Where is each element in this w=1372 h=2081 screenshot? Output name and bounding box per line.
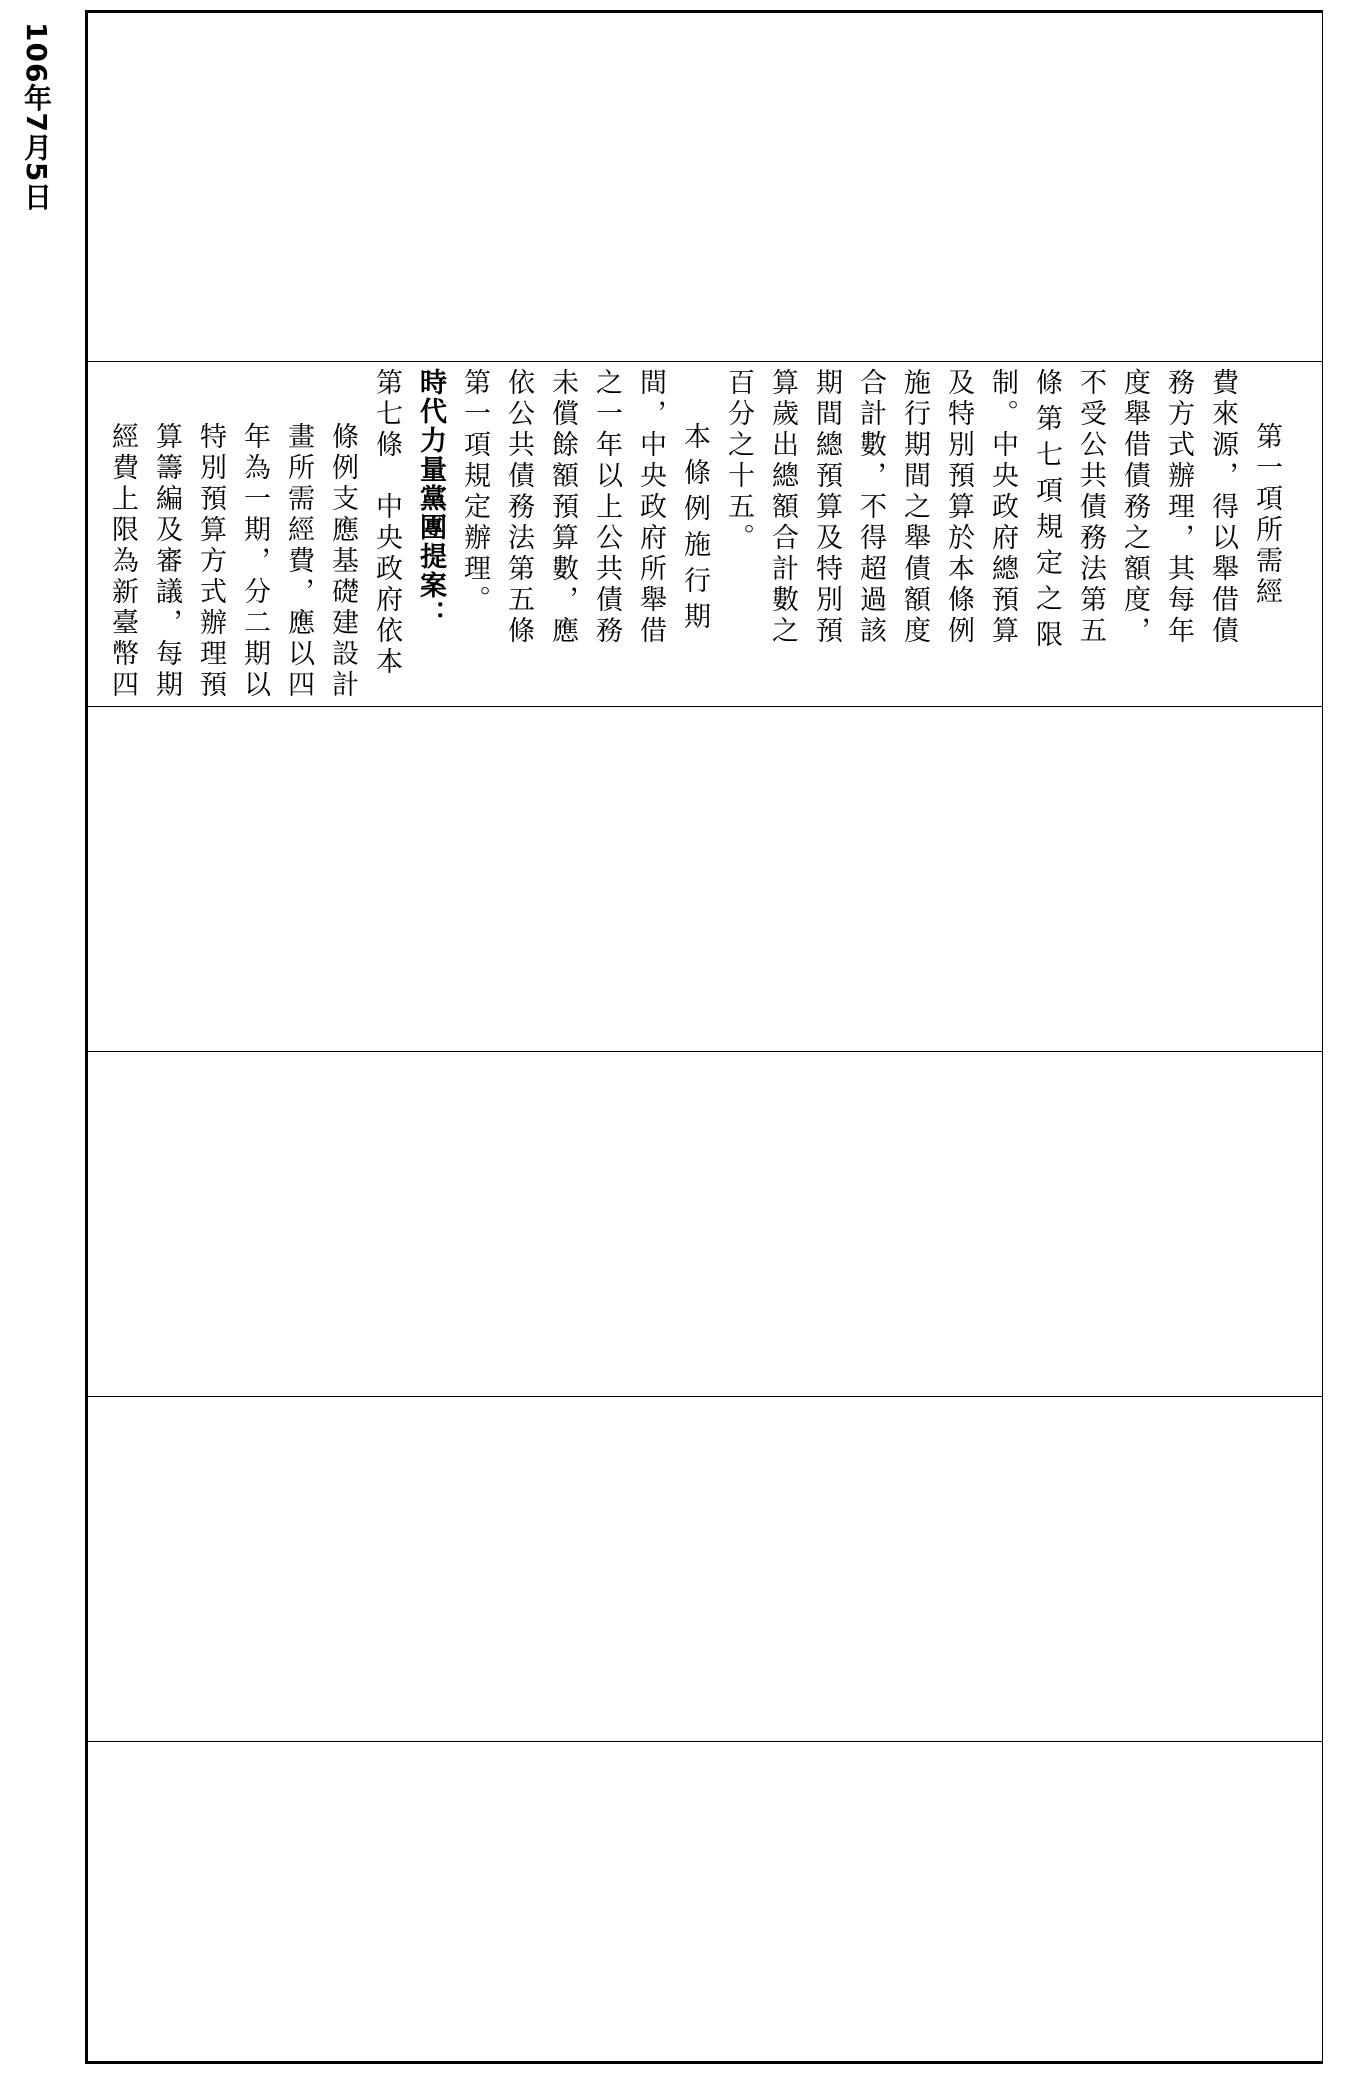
text-line: 及特別預算於本條例 <box>943 368 974 647</box>
text-line: 施行期間之舉債額度 <box>899 368 930 647</box>
text-line: 算歲出總額合計數之 <box>767 368 798 647</box>
text-line: 年為一期，分二期以 <box>239 422 270 701</box>
text-line: 不受公共債務法第五 <box>1075 368 1106 647</box>
text-line: 依公共債務法第五條 <box>503 368 534 647</box>
text-line: 間，中央政府所舉借 <box>635 368 666 647</box>
text-line: 之一年以上公共債務 <box>591 368 622 647</box>
text-line: 第七條 中央政府依本 <box>371 368 402 678</box>
table-row <box>88 1396 1322 1741</box>
proposal-heading: 時代力量黨團提案： <box>415 368 446 629</box>
paragraph-funding-source <box>716 368 1288 698</box>
table-row <box>88 13 1322 361</box>
table-row <box>88 1051 1322 1396</box>
text-line: 算籌編及審議，每期 <box>151 422 182 701</box>
text-line: 百分之十五。 <box>723 368 754 554</box>
paragraph-proposal <box>100 368 408 701</box>
text-line: 條第七項規定之限 <box>1031 368 1062 656</box>
text-line: 務方式辦理，其每年 <box>1163 368 1194 647</box>
text-line: 度舉借債務之額度， <box>1119 368 1150 647</box>
article-text <box>100 368 1288 701</box>
text-line: 期間總預算及特別預 <box>811 368 842 647</box>
table-frame <box>85 10 1323 2064</box>
text-line: 畫所需經費，應以四 <box>283 422 314 701</box>
text-line: 經費上限為新臺幣四 <box>107 422 138 701</box>
text-line: 第一項規定辦理。 <box>459 368 490 616</box>
text-line: 制。中央政府總預算 <box>987 368 1018 647</box>
text-line: 特別預算方式辦理預 <box>195 422 226 701</box>
table-row <box>88 706 1322 1051</box>
page-date: 106年7月5日 <box>20 22 53 212</box>
text-line: 第一項所需經 <box>1251 422 1282 608</box>
text-line: 本條例施行期 <box>679 422 710 638</box>
text-line: 費來源，得以舉借債 <box>1207 368 1238 647</box>
paragraph-debt-balance <box>452 368 716 698</box>
table-row <box>88 1741 1322 2064</box>
text-line: 條例支應基礎建設計 <box>327 422 358 701</box>
text-line: 未償餘額預算數，應 <box>547 368 578 647</box>
text-line: 合計數，不得超過該 <box>855 368 886 647</box>
